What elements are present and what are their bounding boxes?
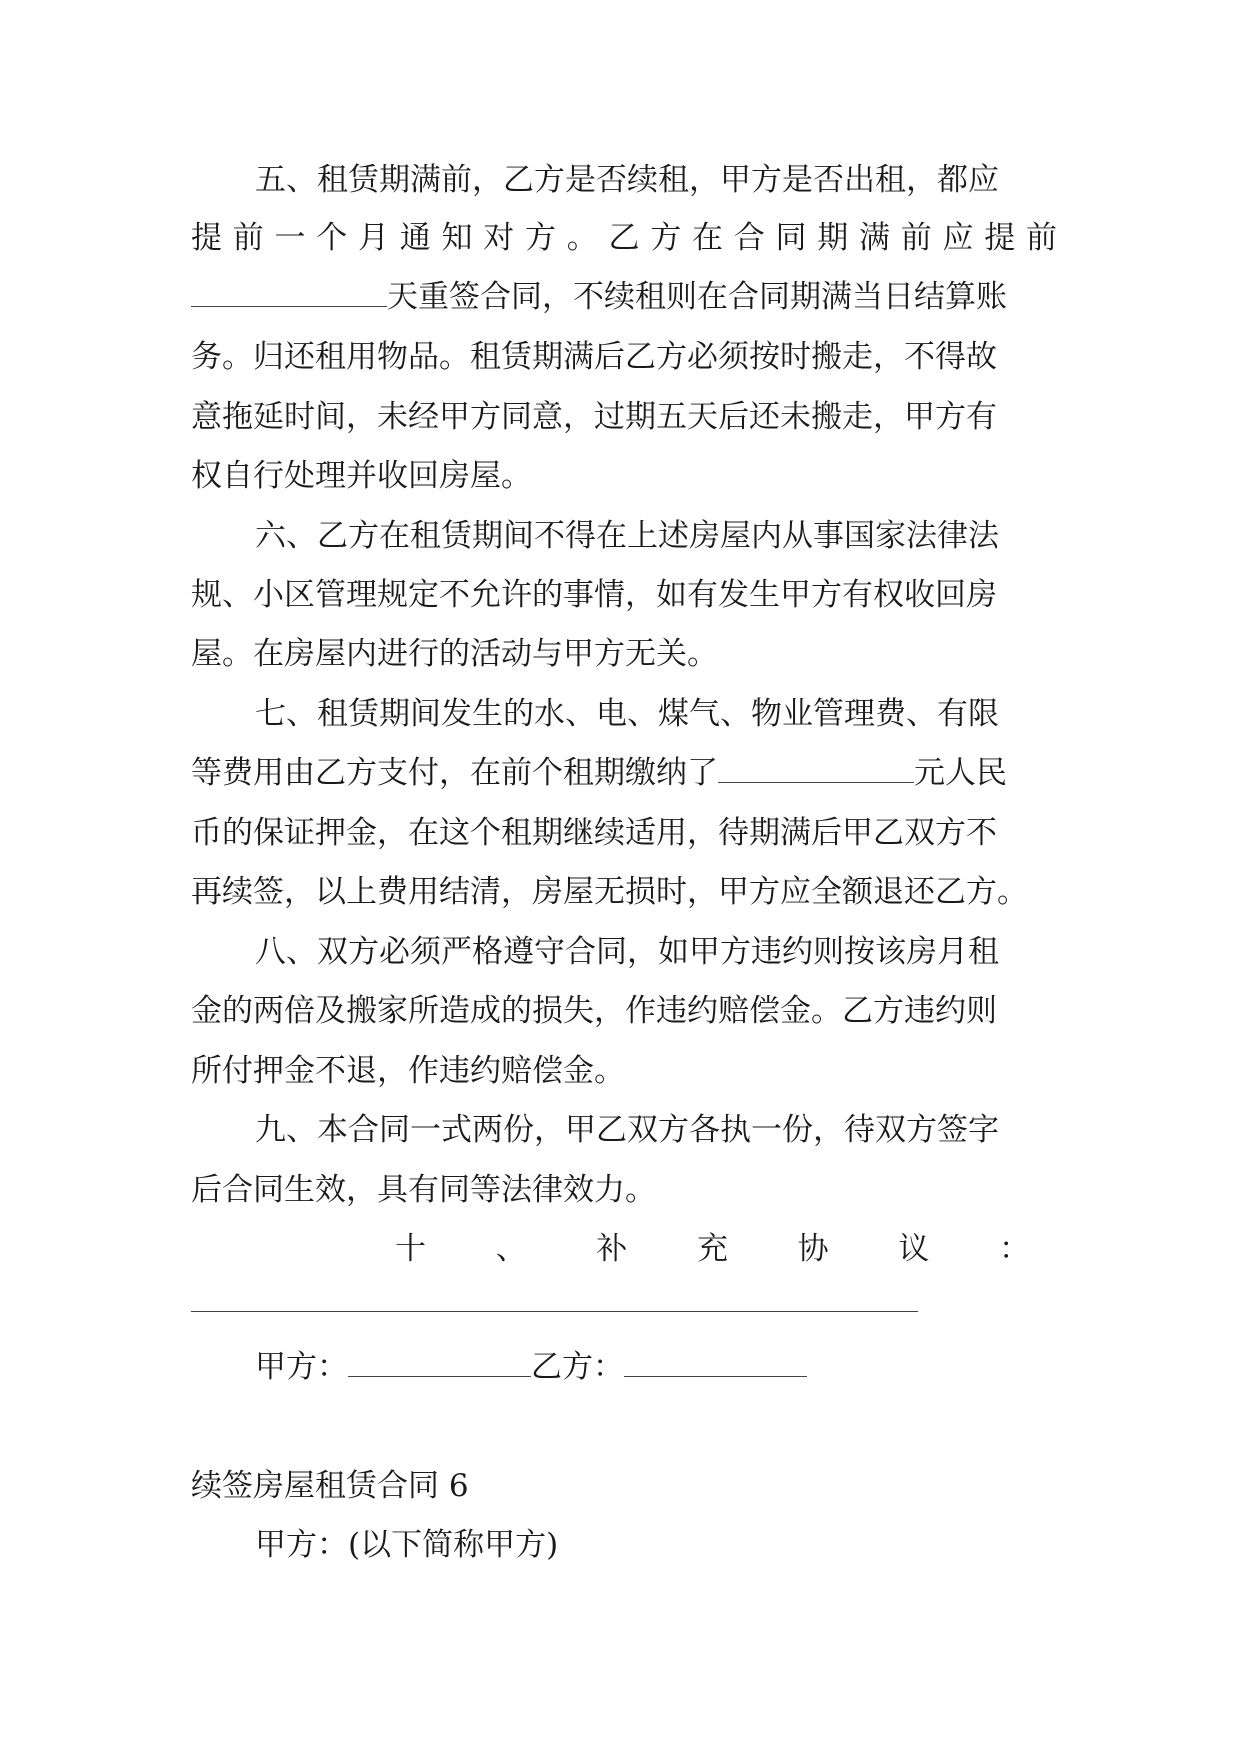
supplementary-agreement-blank-line[interactable] <box>191 1311 918 1312</box>
clause-6-line-1: 六、乙方在租赁期间不得在上述房屋内从事国家法律法 <box>255 518 999 554</box>
clause-9-line-1: 九、本合同一式两份，甲乙双方各执一份，待双方签字 <box>255 1112 999 1148</box>
party-a-label: 甲方： <box>255 1349 348 1385</box>
char: 期 <box>817 220 849 256</box>
clause-7-line-2 <box>191 743 1057 803</box>
char: 通 <box>399 220 431 256</box>
clause-5-line-6: 权自行处理并收回房屋。 <box>191 458 532 494</box>
clause-10-heading <box>395 1219 1030 1279</box>
char: 议 <box>898 1231 930 1267</box>
clause-8-line-3: 所付押金不退，作违约赔偿金。 <box>191 1053 625 1089</box>
char: 对 <box>483 220 515 256</box>
char: 知 <box>441 220 473 256</box>
char: 补 <box>596 1231 628 1267</box>
char: 充 <box>696 1231 728 1267</box>
clause-7-line-2-text-b: 元人民 <box>914 755 1007 791</box>
next-contract-party-a: 甲方：(以下简称甲方) <box>255 1527 559 1563</box>
char: 合 <box>733 220 765 256</box>
fill-in-blank-deposit[interactable] <box>718 752 914 783</box>
party-b-label: 乙方： <box>531 1349 624 1385</box>
char: 一 <box>274 220 306 256</box>
clause-6-line-2: 规、小区管理规定不允许的事情，如有发生甲方有权收回房 <box>191 577 997 613</box>
clause-7-line-4: 再续签，以上费用结清，房屋无损时，甲方应全额退还乙方。 <box>191 874 1028 910</box>
char: 方 <box>650 220 682 256</box>
signature-line <box>255 1337 1057 1397</box>
char: 十 <box>395 1231 426 1267</box>
char: 月 <box>358 220 389 256</box>
clause-5-line-2 <box>191 208 1057 268</box>
char: 提 <box>984 220 1016 256</box>
char: 个 <box>316 220 348 256</box>
char: ： <box>998 1231 1030 1267</box>
char: 满 <box>859 220 890 256</box>
clause-8-line-1: 八、双方必须严格遵守合同，如甲方违约则按该房月租 <box>255 934 999 970</box>
char: 同 <box>775 220 807 256</box>
char: 协 <box>797 1231 829 1267</box>
clause-5-line-3 <box>191 267 1057 327</box>
clause-7-line-3: 币的保证押金，在这个租期继续适用，待期满后甲乙双方不 <box>191 815 997 851</box>
clause-5-line-3-text: 天重签合同，不续租则在合同期满当日结算账 <box>387 279 1007 315</box>
clause-6-line-3: 屋。在房屋内进行的活动与甲方无关。 <box>191 636 718 672</box>
char: 前 <box>900 220 932 256</box>
char: 乙 <box>608 220 640 256</box>
fill-in-blank-days[interactable] <box>191 276 387 307</box>
char: 。 <box>566 220 598 256</box>
char: 前 <box>232 220 264 256</box>
char: 提 <box>191 220 222 256</box>
next-contract-title: 续签房屋租赁合同 6 <box>191 1468 469 1504</box>
char: 在 <box>692 220 723 256</box>
clause-8-line-2: 金的两倍及搬家所造成的损失，作违约赔偿金。乙方违约则 <box>191 993 997 1029</box>
clause-5-line-4: 务。归还租用物品。租赁期满后乙方必须按时搬走，不得故 <box>191 339 997 375</box>
clause-7-line-2-text-a: 等费用由乙方支付，在前个租期缴纳了 <box>191 755 718 791</box>
party-b-signature-blank[interactable] <box>624 1346 807 1377</box>
clause-7-line-1: 七、租赁期间发生的水、电、煤气、物业管理费、有限 <box>255 696 999 732</box>
clause-5-line-5: 意拖延时间，未经甲方同意，过期五天后还未搬走，甲方有 <box>191 399 997 435</box>
char: 前 <box>1026 220 1057 256</box>
char: 应 <box>942 220 974 256</box>
party-a-signature-blank[interactable] <box>348 1346 531 1377</box>
char: 、 <box>495 1231 527 1267</box>
clause-9-line-2: 后合同生效，具有同等法律效力。 <box>191 1172 656 1208</box>
clause-5-line-1: 五、租赁期满前，乙方是否续租，甲方是否出租，都应 <box>255 162 999 198</box>
char: 方 <box>525 220 556 256</box>
